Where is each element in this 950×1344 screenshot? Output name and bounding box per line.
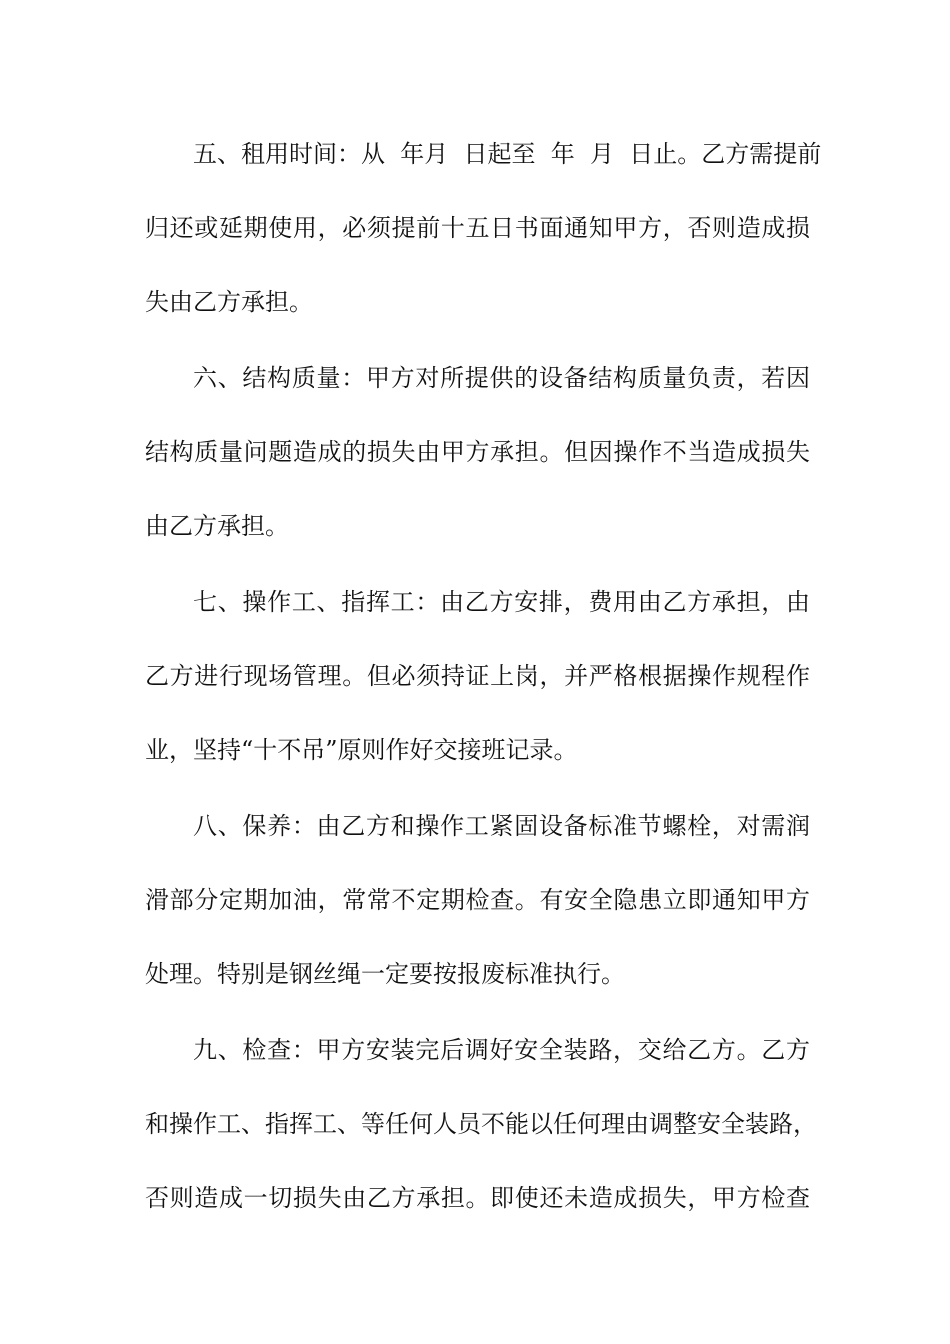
clause-5-line-3: 失由乙方承担。 (145, 288, 313, 316)
clause-8-line-3: 处理。特别是钢丝绳一定要按报废标准执行。 (145, 960, 625, 988)
clause-8-line-1: 八、保养：由乙方和操作工紧固设备标准节螺栓，对需润 (193, 812, 810, 840)
clause-7-line-3: 业，坚持“十不吊”原则作好交接班记录。 (145, 736, 578, 764)
clause-9-line-2: 和操作工、指挥工、等任何人员不能以任何理由调整安全装路， (145, 1110, 817, 1138)
clause-7-line-1: 七、操作工、指挥工：由乙方安排，费用由乙方承担，由 (193, 588, 810, 616)
clause-5-line-1: 五、租用时间：从 年月 日起至 年 月 日止。乙方需提前 (193, 140, 822, 168)
clause-6-line-2: 结构质量问题造成的损失由甲方承担。但因操作不当造成损失 (145, 438, 810, 466)
clause-7-line-2: 乙方进行现场管理。但必须持证上岗，并严格根据操作规程作 (145, 662, 810, 690)
clause-9-line-1: 九、检查：甲方安装完后调好安全装路，交给乙方。乙方 (193, 1036, 810, 1064)
clause-6-line-3: 由乙方承担。 (145, 512, 289, 540)
clause-8-line-2: 滑部分定期加油，常常不定期检查。有安全隐患立即通知甲方 (145, 886, 810, 914)
clause-5-line-2: 归还或延期使用，必须提前十五日书面通知甲方，否则造成损 (145, 214, 810, 242)
clause-9-line-3: 否则造成一切损失由乙方承担。即使还未造成损失，甲方检查 (145, 1184, 810, 1212)
clause-6-line-1: 六、结构质量：甲方对所提供的设备结构质量负责，若因 (193, 364, 810, 392)
